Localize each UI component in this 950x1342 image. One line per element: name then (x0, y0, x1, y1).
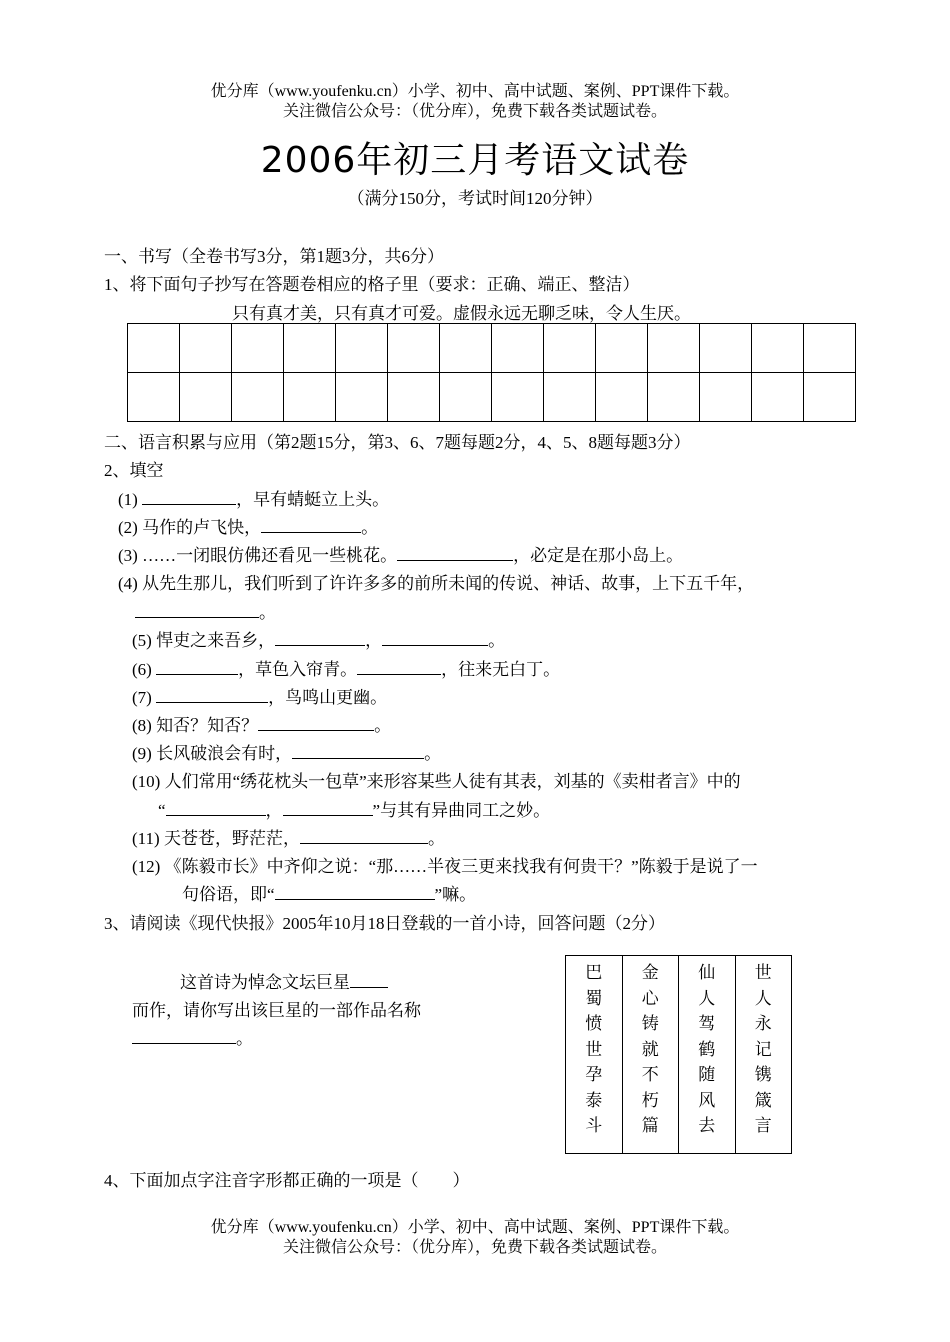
fill-item-text: 。 (259, 603, 276, 622)
poem-char: 巴 (585, 963, 603, 982)
poem-char: 镌 (754, 1065, 772, 1084)
fill-item-8 (132, 711, 391, 736)
fill-item-5 (132, 626, 505, 651)
answer-blank[interactable] (283, 814, 373, 816)
poem-char: 仙 (698, 963, 716, 982)
grid-cell (596, 373, 648, 422)
page-subtitle: （满分150分，考试时间120分钟） (347, 189, 603, 208)
grid-cell (700, 373, 752, 422)
poem-char: 铸 (641, 1014, 659, 1033)
fill-item-text: ， (365, 631, 383, 650)
fill-item-text: ，草色入帘青。 (238, 660, 358, 679)
fill-item-text: 。 (361, 518, 379, 537)
grid-cell (544, 324, 596, 373)
question-4: 4、下面加点字注音字形都正确的一项是（ ） (104, 1171, 470, 1190)
poem-box (565, 955, 792, 1154)
fill-item-text: ，必定是在那小岛上。 (513, 546, 684, 565)
footer-line-1: 优分库（www.youfenku.cn）小学、初中、高中试题、案例、PPT课件下载。 (210, 1219, 740, 1236)
poem-char: 朽 (641, 1090, 659, 1110)
fill-item-10-cont (158, 796, 550, 821)
grid-row (128, 324, 856, 373)
footer-line-2: 关注微信公众号：（优分库），免费下载各类试题试卷。 (282, 1239, 667, 1256)
answer-blank[interactable] (156, 673, 238, 675)
poem-char: 篇 (641, 1116, 659, 1135)
fill-item-text: 。 (427, 829, 445, 848)
fill-item-12-cont (182, 880, 476, 905)
fill-item-text: (9) 长风破浪会有时， (132, 744, 293, 763)
fill-item-text: ，鸟鸣山更幽。 (268, 688, 388, 707)
answer-blank[interactable] (156, 701, 268, 703)
fill-item-text: ，早有蜻蜓立上头。 (236, 490, 390, 509)
grid-cell (804, 373, 856, 422)
grid-cell (128, 324, 180, 373)
grid-cell (180, 373, 232, 422)
answer-blank[interactable] (292, 757, 424, 759)
fill-item-text: 。 (374, 716, 392, 735)
writing-grid (127, 323, 856, 422)
grid-cell (232, 373, 284, 422)
poem-column (623, 956, 680, 1153)
poem-char: 金 (641, 963, 659, 982)
fill-item-10 (132, 767, 741, 792)
fill-item-text: (7) (132, 688, 157, 707)
grid-cell (648, 373, 700, 422)
grid-cell (700, 324, 752, 373)
poem-char: 记 (754, 1039, 772, 1059)
answer-blank[interactable] (397, 559, 513, 561)
grid-cell (388, 373, 440, 422)
poem-char: 箴 (754, 1090, 772, 1110)
answer-blank[interactable] (357, 673, 441, 675)
fill-item-4 (118, 569, 754, 594)
grid-row (128, 373, 856, 422)
fill-item-12 (132, 852, 758, 877)
poem-char: 孕 (585, 1065, 603, 1084)
poem-char: 世 (585, 1039, 603, 1059)
section2-heading: 二、语言积累与应用（第2题15分，第3、6、7题每题2分，4、5、8题每题3分） (104, 433, 691, 452)
poem-column (679, 956, 736, 1153)
poem-char: 人 (754, 988, 772, 1008)
poem-char: 心 (641, 988, 659, 1008)
fill-item-4-cont (135, 598, 276, 623)
copy-sentence: 只有真才美，只有真才可爱。虚假永远无聊乏味，令人生厌。 (232, 304, 691, 323)
grid-cell (232, 324, 284, 373)
poem-char: 愤 (585, 1014, 603, 1033)
q3-line-2: 而作，请你写出该巨星的一部作品名称 (132, 1001, 421, 1020)
fill-item-text: 。 (424, 744, 442, 763)
page-title: 2006年初三月考语文试卷 (260, 140, 690, 181)
fill-item-7 (132, 683, 387, 708)
fill-item-9 (132, 739, 441, 764)
answer-blank[interactable] (275, 644, 365, 646)
fill-item-text: (2) 马作的卢飞快， (118, 518, 262, 537)
grid-cell (648, 324, 700, 373)
grid-cell (284, 373, 336, 422)
answer-blank[interactable] (275, 898, 435, 900)
grid-cell (596, 324, 648, 373)
fill-item-text: (8) 知否？知否？ (132, 716, 259, 735)
poem-char: 蜀 (585, 988, 603, 1008)
grid-cell (492, 373, 544, 422)
fill-item-text: 。 (488, 631, 506, 650)
section1-heading: 一、书写（全卷书写3分，第1题3分，共6分） (104, 247, 444, 266)
fill-item-text: 句俗语，即“ (182, 885, 275, 904)
answer-blank[interactable] (382, 644, 488, 646)
fill-item-text: (10) 人们常用“绣花枕头一包草”来形容某些人徒有其表，刘基的《卖柑者言》中的 (132, 772, 741, 791)
answer-blank[interactable] (261, 531, 361, 533)
fill-item-11 (132, 824, 445, 849)
poem-column (566, 956, 623, 1153)
poem-char: 泰 (585, 1090, 603, 1110)
fill-item-text: (3) ……一闭眼仿佛还看见一些桃花。 (118, 546, 398, 565)
fill-item-text: ”嘛。 (434, 885, 477, 904)
fill-item-text: (4) 从先生那儿，我们听到了许许多多的前所未闻的传说、神话、故事，上下五千年， (118, 574, 755, 593)
answer-blank[interactable] (350, 986, 388, 988)
grid-cell (440, 324, 492, 373)
poem-column (736, 956, 792, 1153)
poem-char: 去 (698, 1116, 716, 1135)
answer-blank[interactable] (142, 503, 236, 505)
fill-item-text: (6) (132, 660, 157, 679)
question-1: 1、将下面句子抄写在答题卷相应的格子里（要求：正确、端正、整洁） (104, 275, 640, 294)
grid-cell (128, 373, 180, 422)
answer-blank[interactable] (258, 729, 374, 731)
fill-item-1 (118, 485, 389, 510)
fill-item-3 (118, 541, 683, 566)
grid-cell (284, 324, 336, 373)
poem-char: 风 (698, 1090, 716, 1110)
answer-blank[interactable] (132, 1042, 236, 1044)
question-3: 3、请阅读《现代快报》2005年10月18日登载的一首小诗，回答问题（2分） (104, 914, 665, 933)
q3-text: 。 (236, 1029, 253, 1048)
grid-cell (492, 324, 544, 373)
grid-cell (336, 324, 388, 373)
poem-char: 不 (641, 1065, 659, 1084)
poem-char: 斗 (585, 1116, 603, 1135)
poem-char: 人 (698, 988, 716, 1008)
header-line-2: 关注微信公众号：（优分库），免费下载各类试题试卷。 (282, 103, 667, 120)
grid-cell (440, 373, 492, 422)
answer-blank[interactable] (135, 616, 259, 618)
grid-cell (336, 373, 388, 422)
poem-char: 永 (754, 1014, 772, 1033)
grid-cell (804, 324, 856, 373)
answer-blank[interactable] (166, 814, 266, 816)
fill-item-text: (11) 天苍苍，野茫茫， (132, 829, 300, 848)
header-line-1: 优分库（www.youfenku.cn）小学、初中、高中试题、案例、PPT课件下载。 (210, 83, 740, 100)
fill-item-text: “ (158, 801, 166, 820)
poem-char: 鹤 (698, 1039, 716, 1059)
grid-cell (180, 324, 232, 373)
fill-item-text: ， (265, 801, 283, 820)
grid-cell (752, 324, 804, 373)
grid-cell (388, 324, 440, 373)
poem-char: 就 (641, 1039, 659, 1059)
poem-char: 驾 (698, 1014, 716, 1033)
question-2: 2、填空 (104, 461, 164, 480)
q3-text: 这首诗为悼念文坛巨星 (180, 973, 350, 992)
answer-blank[interactable] (300, 842, 428, 844)
grid-cell (544, 373, 596, 422)
poem-char: 言 (754, 1116, 772, 1135)
grid-cell (752, 373, 804, 422)
poem-char: 随 (698, 1065, 716, 1084)
fill-item-text: (12) 《陈毅市长》中齐仰之说：“那……半夜三更来找我有何贵干？”陈毅于是说了一 (132, 857, 758, 876)
fill-item-6 (132, 655, 560, 680)
poem-char: 世 (754, 963, 772, 982)
q3-line-1 (180, 968, 388, 993)
fill-item-text: ”与其有异曲同工之妙。 (372, 801, 551, 820)
fill-item-text: ，往来无白丁。 (441, 660, 561, 679)
q3-line-3 (132, 1024, 253, 1049)
fill-item-2 (118, 513, 378, 538)
fill-item-text: (1) (118, 490, 143, 509)
fill-item-text: (5) 悍吏之来吾乡， (132, 631, 276, 650)
